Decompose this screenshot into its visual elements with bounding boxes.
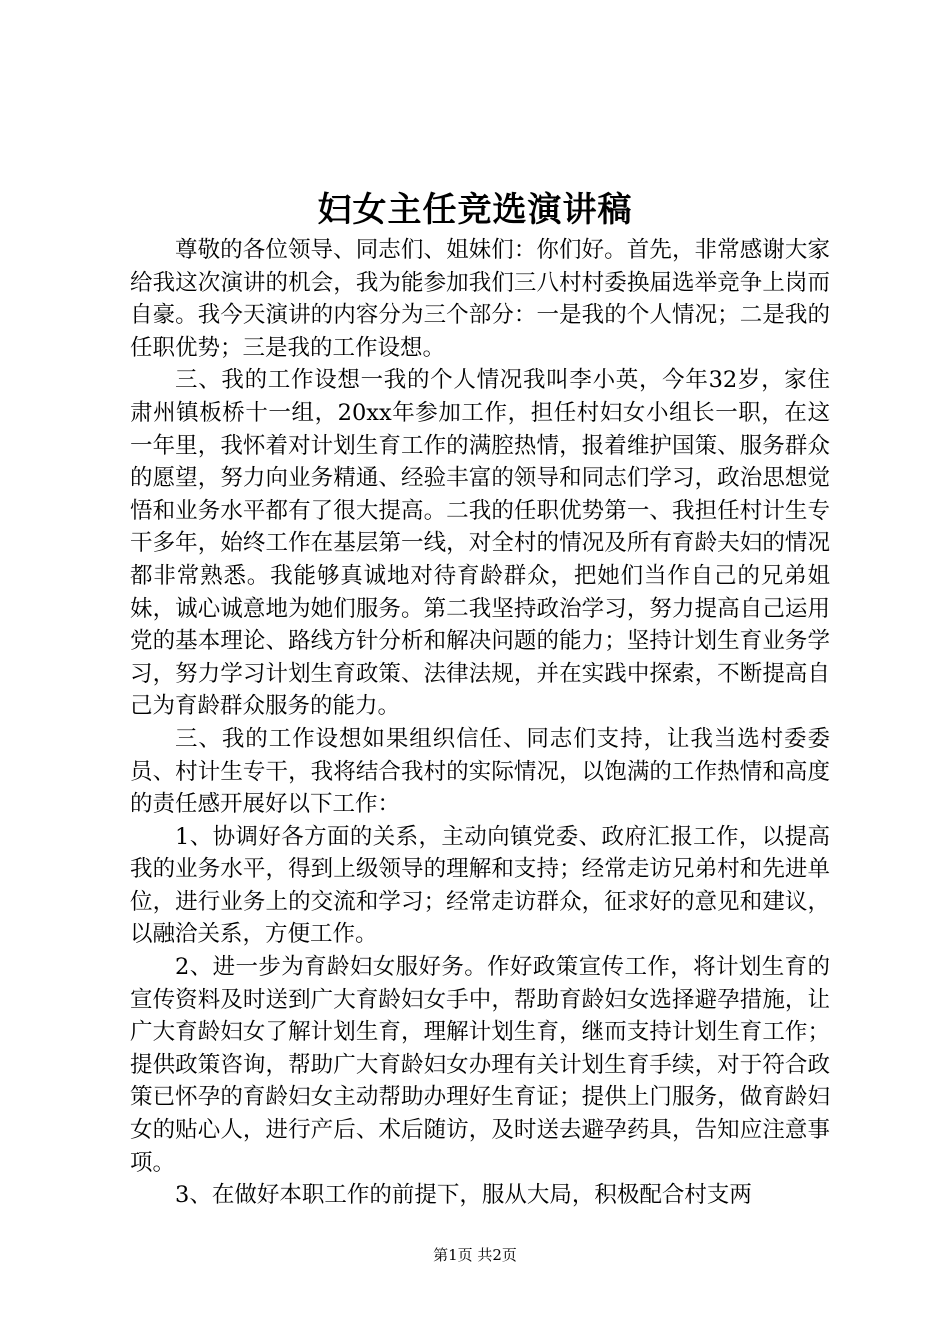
paragraph-item-3: 3、在做好本职工作的前提下，服从大局，积极配合村支两 [175,1182,752,1209]
paragraph-item-2: 2、进一步为育龄妇女服好务。作好政策宣传工作，将计划生育的宣传资料及时送到广大育龄妇女手中，帮助育龄妇女选择避孕措施，让广大育龄妇女了解计划生育，理解计划生育，继而支持计划生育工作；提供政策咨询，帮助广大育龄妇女办理有关计划生育手续，对于符合政策已怀孕的育龄妇女主动帮助办理好生育证；提供上门服务，做育龄妇女的贴心人，进行产后、术后随访，及时送去避孕药具，告知应注意事项。 [130,954,830,1176]
page-number-footer: 第1页 共2页 [433,1246,517,1264]
paragraph-personal-info: 三、我的工作设想一我的个人情况我叫李小英，今年32岁，家住肃州镇板桥十一组，20xx年参加工作，担任村妇女小组长一职，在这一年里，我怀着对计划生育工作的满腔热情，报着维护国策、服务群众的愿望，努力向业务精通、经验丰富的领导和同志们学习，政治思想觉悟和业务水平都有了很大提高。二我的任职优势第一、我担任村计生专干多年，始终工作在基层第一线，对全村的情况及所有育龄夫妇的情况都非常熟悉。我能够真诚地对待育龄群众，把她们当作自己的兄弟姐妹，诚心诚意地为她们服务。第二我坚持政治学习，努力提高自己运用党的基本理论、路线方针分析和解决问题的能力；坚持计划生育业务学习，努力学习计划生育政策、法律法规，并在实践中探索，不断提高自己为育龄群众服务的能力。 [130,367,830,720]
document-body [130,234,830,1212]
paragraph-work-plan-intro: 三、我的工作设想如果组织信任、同志们支持，让我当选村委委员、村计生专干，我将结合我村的实际情况，以饱满的工作热情和高度的责任感开展好以下工作： [130,725,830,818]
paragraph-greeting: 尊敬的各位领导、同志们、姐妹们：你们好。首先，非常感谢大家给我这次演讲的机会，我为能参加我们三八村村委换届选举竞争上岗而自豪。我今天演讲的内容分为三个部分：一是我的个人情况；二是我的任职优势；三是我的工作设想。 [130,237,830,361]
document-title: 妇女主任竞选演讲稿 [317,190,633,230]
paragraph-item-1: 1、协调好各方面的关系，主动向镇党委、政府汇报工作，以提高我的业务水平，得到上级领导的理解和支持；经常走访兄弟村和先进单位，进行业务上的交流和学习；经常走访群众，征求好的意见和建议，以融洽关系，方便工作。 [130,823,830,948]
